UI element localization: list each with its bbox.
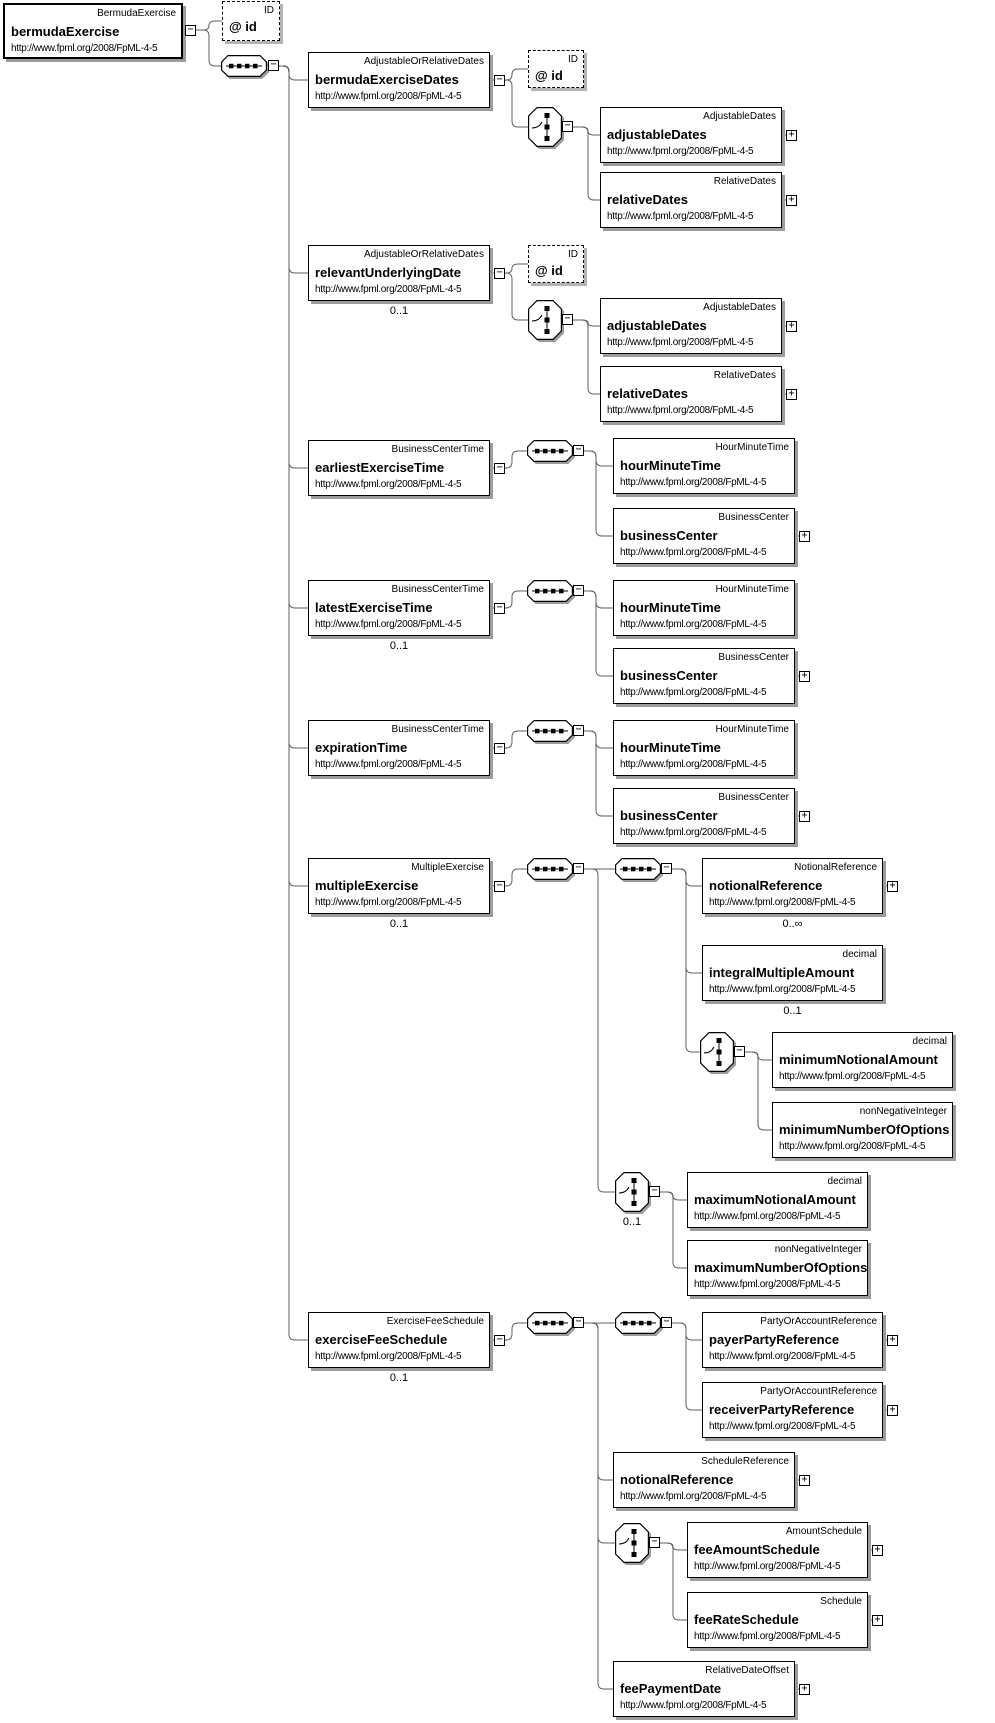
expand-toggle[interactable]: + xyxy=(786,130,797,141)
element-name: latestExerciseTime xyxy=(315,600,433,615)
element-name: hourMinuteTime xyxy=(620,458,721,473)
element-box-bermudaExerciseDates xyxy=(308,52,490,108)
element-namespace-url: http://www.fpml.org/2008/FpML-4-5 xyxy=(779,1071,926,1082)
element-type-label: BusinessCenterTime xyxy=(391,584,484,595)
element-type-label: decimal xyxy=(827,1176,862,1187)
attribute-type-label: ID xyxy=(568,54,578,65)
sequence-icon xyxy=(527,440,573,462)
expand-toggle[interactable]: + xyxy=(799,1684,810,1695)
element-type-label: nonNegativeInteger xyxy=(774,1244,862,1255)
element-type-label: RelativeDates xyxy=(713,176,776,187)
occurrence-label: 0..1 xyxy=(389,1372,409,1384)
element-box-earliestExerciseTime xyxy=(308,440,490,496)
sequence-icon xyxy=(527,1312,573,1334)
collapse-toggle[interactable]: − xyxy=(494,463,505,474)
element-box-maximumNotionalAmount xyxy=(687,1172,868,1228)
collapse-toggle[interactable]: − xyxy=(494,881,505,892)
element-box-maximumNumberOfOptions xyxy=(687,1240,868,1296)
element-box-exerciseFeeSchedule xyxy=(308,1312,490,1368)
element-box-payerPartyReference xyxy=(702,1312,883,1368)
element-namespace-url: http://www.fpml.org/2008/FpML-4-5 xyxy=(694,1561,841,1572)
element-type-label: PartyOrAccountReference xyxy=(760,1386,877,1397)
connector-line xyxy=(745,1052,772,1130)
connector-line xyxy=(584,869,615,1192)
element-name: notionalReference xyxy=(620,1472,734,1487)
occurrence-label: 0..1 xyxy=(389,640,409,652)
element-type-label: RelativeDateOffset xyxy=(705,1665,789,1676)
element-name: bermudaExercise xyxy=(11,24,120,39)
expand-toggle[interactable]: + xyxy=(786,389,797,400)
connector-line xyxy=(660,1192,687,1268)
element-box-minimumNumberOfOptions xyxy=(772,1102,953,1158)
sequence-icon xyxy=(527,720,573,742)
collapse-toggle[interactable]: − xyxy=(661,863,672,874)
connector-line xyxy=(672,1323,702,1340)
element-namespace-url: http://www.fpml.org/2008/FpML-4-5 xyxy=(607,405,754,416)
element-namespace-url: http://www.fpml.org/2008/FpML-4-5 xyxy=(315,897,462,908)
collapse-toggle[interactable]: − xyxy=(573,1317,584,1328)
collapse-toggle[interactable]: − xyxy=(494,75,505,86)
connector-line xyxy=(573,127,600,200)
sequence-icon xyxy=(527,580,573,602)
element-box-bermudaExercise xyxy=(3,3,183,59)
occurrence-label: 0..1 xyxy=(389,918,409,930)
element-namespace-url: http://www.fpml.org/2008/FpML-4-5 xyxy=(315,479,462,490)
element-box-hourMinuteTime-1 xyxy=(613,438,795,494)
collapse-toggle[interactable]: − xyxy=(573,863,584,874)
connector-line xyxy=(584,731,613,816)
collapse-toggle[interactable]: − xyxy=(573,445,584,456)
element-box-notionalReference-2 xyxy=(613,1452,795,1508)
element-name: relativeDates xyxy=(607,192,688,207)
element-namespace-url: http://www.fpml.org/2008/FpML-4-5 xyxy=(620,827,767,838)
attribute-name: @ id xyxy=(229,19,257,34)
element-name: notionalReference xyxy=(709,878,823,893)
element-name: feeRateSchedule xyxy=(694,1612,799,1627)
element-type-label: ScheduleReference xyxy=(701,1456,789,1467)
element-type-label: AdjustableDates xyxy=(703,302,776,313)
element-name: maximumNumberOfOptions xyxy=(694,1260,868,1275)
element-name: multipleExercise xyxy=(315,878,419,893)
attribute-box-id-attr-bermudaExerciseDates xyxy=(528,50,584,88)
connector-line xyxy=(505,451,527,468)
connector-line xyxy=(584,1323,615,1543)
connector-line xyxy=(584,451,613,466)
expand-toggle[interactable]: + xyxy=(799,671,810,682)
connector-line xyxy=(505,869,527,886)
element-namespace-url: http://www.fpml.org/2008/FpML-4-5 xyxy=(709,897,856,908)
element-namespace-url: http://www.fpml.org/2008/FpML-4-5 xyxy=(620,547,767,558)
element-type-label: BusinessCenter xyxy=(718,652,789,663)
element-name: bermudaExerciseDates xyxy=(315,72,459,87)
collapse-toggle[interactable]: − xyxy=(268,60,279,71)
element-box-integralMultipleAmount xyxy=(702,945,883,1001)
choice-icon xyxy=(528,107,562,147)
element-box-receiverPartyReference xyxy=(702,1382,883,1438)
element-type-label: HourMinuteTime xyxy=(715,724,789,735)
attribute-name: @ id xyxy=(535,263,563,278)
connector-line xyxy=(196,30,221,66)
element-namespace-url: http://www.fpml.org/2008/FpML-4-5 xyxy=(694,1211,841,1222)
occurrence-label: 0..1 xyxy=(622,1216,642,1228)
element-namespace-url: http://www.fpml.org/2008/FpML-4-5 xyxy=(315,619,462,630)
element-name: hourMinuteTime xyxy=(620,600,721,615)
element-box-relevantUnderlyingDate xyxy=(308,245,490,301)
element-namespace-url: http://www.fpml.org/2008/FpML-4-5 xyxy=(607,146,754,157)
connector-line xyxy=(279,66,308,1340)
connector-line xyxy=(584,451,613,536)
connector-line xyxy=(584,591,613,676)
element-box-feePaymentDate xyxy=(613,1661,795,1717)
occurrence-label: 0..1 xyxy=(783,1005,802,1017)
expand-toggle[interactable]: + xyxy=(799,1475,810,1486)
element-type-label: HourMinuteTime xyxy=(715,442,789,453)
connector-line xyxy=(279,66,308,468)
collapse-toggle[interactable]: − xyxy=(494,603,505,614)
sequence-icon xyxy=(615,858,661,880)
connector-line xyxy=(584,591,613,608)
element-namespace-url: http://www.fpml.org/2008/FpML-4-5 xyxy=(779,1141,926,1152)
attribute-box-id-attr-root xyxy=(222,1,280,41)
element-box-feeRateSchedule xyxy=(687,1592,868,1648)
element-namespace-url: http://www.fpml.org/2008/FpML-4-5 xyxy=(620,477,767,488)
element-box-businessCenter-1 xyxy=(613,508,795,564)
sequence-icon xyxy=(615,1312,661,1334)
element-namespace-url: http://www.fpml.org/2008/FpML-4-5 xyxy=(709,1351,856,1362)
connector-line xyxy=(505,80,528,127)
expand-toggle[interactable]: + xyxy=(786,321,797,332)
element-name: adjustableDates xyxy=(607,127,707,142)
element-box-adjustableDates-1 xyxy=(600,107,782,163)
choice-icon xyxy=(615,1523,649,1563)
element-type-label: BusinessCenterTime xyxy=(391,724,484,735)
connector-line xyxy=(672,1323,702,1410)
expand-toggle[interactable]: + xyxy=(872,1545,883,1556)
element-type-label: AdjustableDates xyxy=(703,111,776,122)
attribute-type-label: ID xyxy=(264,5,274,16)
expand-toggle[interactable]: + xyxy=(799,531,810,542)
expand-toggle[interactable]: + xyxy=(887,1405,898,1416)
element-type-label: RelativeDates xyxy=(713,370,776,381)
element-namespace-url: http://www.fpml.org/2008/FpML-4-5 xyxy=(694,1279,841,1290)
element-namespace-url: http://www.fpml.org/2008/FpML-4-5 xyxy=(315,91,462,102)
connector-line xyxy=(584,1323,613,1689)
connector-line xyxy=(672,869,700,1052)
connector-line xyxy=(672,869,702,886)
collapse-toggle[interactable]: − xyxy=(185,25,196,36)
element-namespace-url: http://www.fpml.org/2008/FpML-4-5 xyxy=(11,43,158,54)
element-type-label: AdjustableOrRelativeDates xyxy=(363,249,484,260)
element-type-label: AmountSchedule xyxy=(785,1526,862,1537)
element-name: businessCenter xyxy=(620,528,718,543)
element-name: exerciseFeeSchedule xyxy=(315,1332,448,1347)
element-type-label: nonNegativeInteger xyxy=(859,1106,947,1117)
occurrence-label: 0..∞ xyxy=(782,918,803,930)
connector-line xyxy=(505,273,528,320)
element-name: integralMultipleAmount xyxy=(709,965,855,980)
connector-line xyxy=(505,591,527,608)
choice-icon xyxy=(700,1032,734,1072)
element-type-label: ExerciseFeeSchedule xyxy=(386,1316,484,1327)
collapse-toggle[interactable]: − xyxy=(494,1335,505,1346)
element-name: expirationTime xyxy=(315,740,408,755)
element-namespace-url: http://www.fpml.org/2008/FpML-4-5 xyxy=(694,1631,841,1642)
element-type-label: MultipleExercise xyxy=(411,862,484,873)
collapse-toggle[interactable]: − xyxy=(734,1046,745,1057)
element-box-expirationTime xyxy=(308,720,490,776)
choice-icon xyxy=(528,300,562,340)
connector-line xyxy=(573,320,600,394)
connector-line xyxy=(505,731,527,748)
connector-line xyxy=(584,731,613,748)
element-box-minimumNotionalAmount xyxy=(772,1032,953,1088)
element-box-notionalReference-1 xyxy=(702,858,883,914)
element-name: minimumNumberOfOptions xyxy=(779,1122,950,1137)
collapse-toggle[interactable]: − xyxy=(661,1317,672,1328)
connector-line xyxy=(505,1323,527,1340)
element-box-latestExerciseTime xyxy=(308,580,490,636)
attribute-name: @ id xyxy=(535,68,563,83)
element-name: adjustableDates xyxy=(607,318,707,333)
element-namespace-url: http://www.fpml.org/2008/FpML-4-5 xyxy=(709,984,856,995)
connector-line xyxy=(279,66,308,608)
element-name: payerPartyReference xyxy=(709,1332,840,1347)
element-type-label: Schedule xyxy=(820,1596,862,1607)
collapse-toggle[interactable]: − xyxy=(649,1537,660,1548)
element-name: minimumNotionalAmount xyxy=(779,1052,938,1067)
element-box-feeAmountSchedule xyxy=(687,1522,868,1578)
element-name: relativeDates xyxy=(607,386,688,401)
element-type-label: NotionalReference xyxy=(794,862,877,873)
element-box-relativeDates-1 xyxy=(600,172,782,228)
element-namespace-url: http://www.fpml.org/2008/FpML-4-5 xyxy=(315,284,462,295)
element-namespace-url: http://www.fpml.org/2008/FpML-4-5 xyxy=(620,619,767,630)
element-box-hourMinuteTime-3 xyxy=(613,720,795,776)
connector-line xyxy=(196,21,222,30)
expand-toggle[interactable]: + xyxy=(887,881,898,892)
element-name: businessCenter xyxy=(620,808,718,823)
connector-line xyxy=(505,264,528,273)
element-box-hourMinuteTime-2 xyxy=(613,580,795,636)
element-name: businessCenter xyxy=(620,668,718,683)
choice-icon xyxy=(615,1172,649,1212)
attribute-box-id-attr-relevantUnderlyingDate xyxy=(528,245,584,283)
sequence-icon xyxy=(221,55,267,77)
collapse-toggle[interactable]: − xyxy=(562,121,573,132)
element-type-label: BusinessCenter xyxy=(718,512,789,523)
sequence-icon xyxy=(527,858,573,880)
connector-line xyxy=(279,66,308,273)
element-namespace-url: http://www.fpml.org/2008/FpML-4-5 xyxy=(607,211,754,222)
expand-toggle[interactable]: + xyxy=(799,811,810,822)
element-name: feeAmountSchedule xyxy=(694,1542,820,1557)
element-namespace-url: http://www.fpml.org/2008/FpML-4-5 xyxy=(709,1421,856,1432)
connector-line xyxy=(279,66,308,748)
element-namespace-url: http://www.fpml.org/2008/FpML-4-5 xyxy=(620,759,767,770)
element-name: feePaymentDate xyxy=(620,1681,722,1696)
element-box-multipleExercise xyxy=(308,858,490,914)
element-type-label: BermudaExercise xyxy=(97,8,176,19)
expand-toggle[interactable]: + xyxy=(786,195,797,206)
element-type-label: HourMinuteTime xyxy=(715,584,789,595)
element-type-label: AdjustableOrRelativeDates xyxy=(363,56,484,67)
collapse-toggle[interactable]: − xyxy=(649,1186,660,1197)
connector-line xyxy=(279,66,308,80)
element-type-label: PartyOrAccountReference xyxy=(760,1316,877,1327)
element-name: receiverPartyReference xyxy=(709,1402,855,1417)
element-namespace-url: http://www.fpml.org/2008/FpML-4-5 xyxy=(620,1700,767,1711)
element-box-businessCenter-3 xyxy=(613,788,795,844)
element-namespace-url: http://www.fpml.org/2008/FpML-4-5 xyxy=(315,1351,462,1362)
collapse-toggle[interactable]: − xyxy=(573,725,584,736)
attribute-type-label: ID xyxy=(568,249,578,260)
element-type-label: decimal xyxy=(842,949,877,960)
connector-line xyxy=(279,66,308,886)
element-type-label: decimal xyxy=(912,1036,947,1047)
occurrence-label: 0..1 xyxy=(389,305,409,317)
element-type-label: BusinessCenterTime xyxy=(391,444,484,455)
connector-line xyxy=(660,1543,687,1620)
connector-line xyxy=(505,69,528,80)
collapse-toggle[interactable]: − xyxy=(562,314,573,325)
element-namespace-url: http://www.fpml.org/2008/FpML-4-5 xyxy=(620,1491,767,1502)
element-name: earliestExerciseTime xyxy=(315,460,445,475)
element-namespace-url: http://www.fpml.org/2008/FpML-4-5 xyxy=(607,337,754,348)
element-namespace-url: http://www.fpml.org/2008/FpML-4-5 xyxy=(315,759,462,770)
element-name: maximumNotionalAmount xyxy=(694,1192,856,1207)
expand-toggle[interactable]: + xyxy=(872,1615,883,1626)
element-name: relevantUnderlyingDate xyxy=(315,265,461,280)
expand-toggle[interactable]: + xyxy=(887,1335,898,1346)
element-namespace-url: http://www.fpml.org/2008/FpML-4-5 xyxy=(620,687,767,698)
element-box-relativeDates-2 xyxy=(600,366,782,422)
element-box-adjustableDates-2 xyxy=(600,298,782,354)
element-name: hourMinuteTime xyxy=(620,740,721,755)
collapse-toggle[interactable]: − xyxy=(573,585,584,596)
collapse-toggle[interactable]: − xyxy=(494,743,505,754)
element-type-label: BusinessCenter xyxy=(718,792,789,803)
collapse-toggle[interactable]: − xyxy=(494,268,505,279)
element-box-businessCenter-2 xyxy=(613,648,795,704)
